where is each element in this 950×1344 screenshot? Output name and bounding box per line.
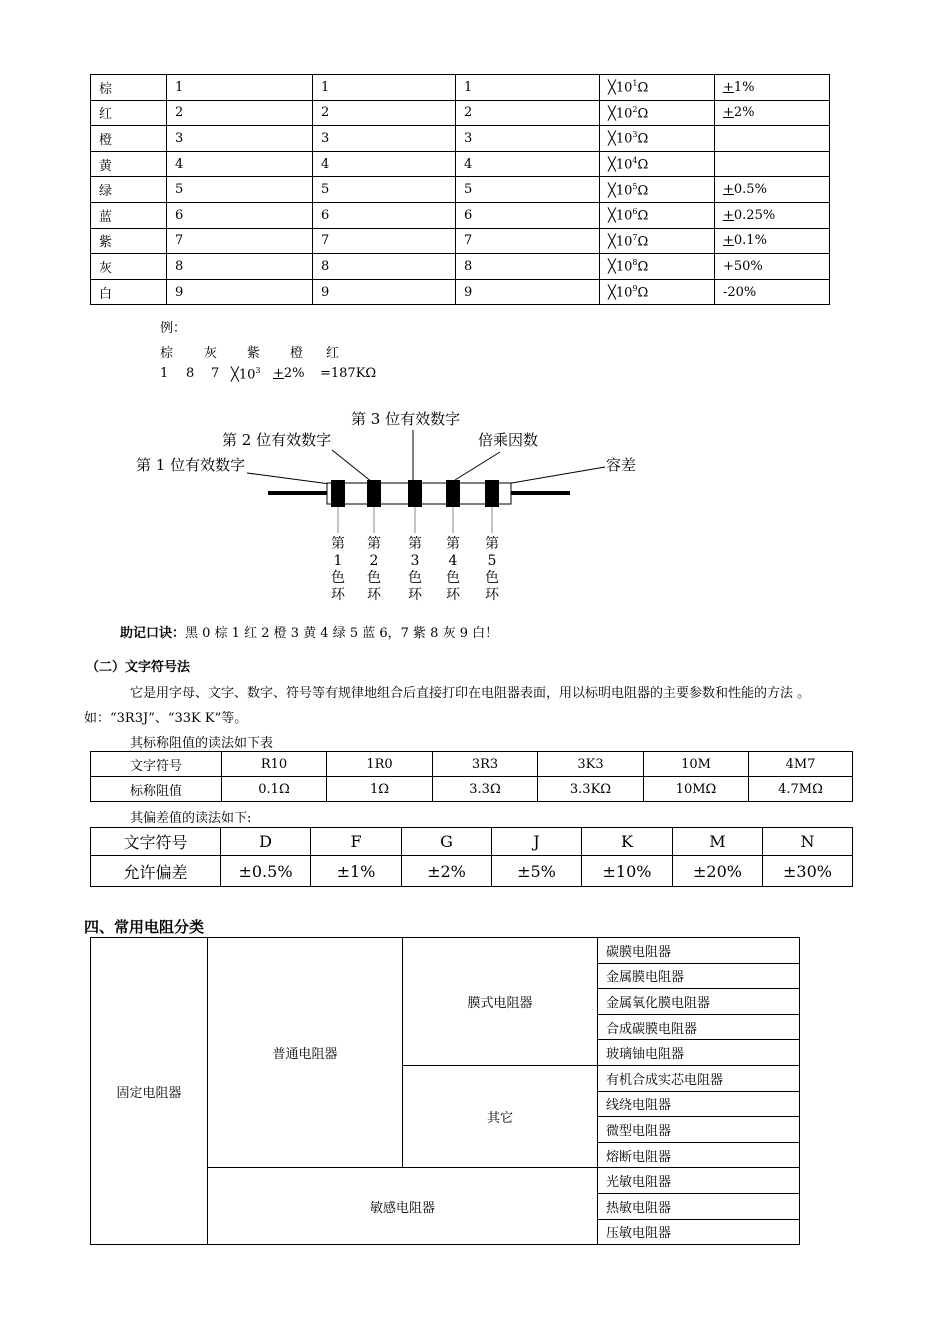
film-resistor-cell: 膜式电阻器: [403, 938, 598, 1066]
cell: R10: [222, 752, 327, 777]
ring-label-char: 环: [485, 587, 499, 603]
multiplier-cell: $╳10^2\Omega$: [600, 100, 715, 126]
color-band-3: [408, 480, 422, 507]
color-name-cell: 白: [91, 279, 167, 305]
tolerance-cell: +0.5%: [715, 177, 830, 203]
ring-label-char: 环: [446, 587, 460, 603]
resistor-classification-table: [90, 937, 800, 1245]
example-label: 例：: [160, 321, 187, 336]
nominal-row-value: [91, 777, 853, 802]
row-label: 文字符号: [91, 828, 221, 856]
color-band-4: [446, 480, 460, 507]
digit3-cell: 4: [456, 151, 600, 177]
cell: N: [763, 828, 853, 856]
cell: 0.1Ω: [222, 777, 327, 802]
cell: M: [673, 828, 763, 856]
color-name-cell: 紫: [91, 228, 167, 254]
color-name-cell: 黄: [91, 151, 167, 177]
cell: 3K3: [538, 752, 644, 777]
multiplier-cell: $╳10^5\Omega$: [600, 177, 715, 203]
tolerance-cell: +0.1%: [715, 228, 830, 254]
ring-label-char: 4: [448, 553, 458, 569]
ring-label-2: [366, 536, 382, 604]
digit3-cell: 5: [456, 177, 600, 203]
other-item: 线绕电阻器: [598, 1091, 800, 1117]
ring-label-char: 环: [408, 587, 422, 603]
label-digit2: 第 2 位有效数字: [222, 431, 332, 449]
leader-line: [455, 452, 500, 480]
color-band-1: [331, 480, 345, 507]
color-name-cell: 橙: [91, 126, 167, 152]
example-result: =187KΩ: [320, 366, 377, 381]
cell: ±20%: [673, 856, 763, 887]
digit3-cell: 8: [456, 254, 600, 280]
mnemonic-label: 助记口诀：: [120, 626, 186, 641]
leader-line: [332, 450, 372, 482]
color-name-cell: 红: [91, 100, 167, 126]
multiplier-cell: $╳10^7\Omega$: [600, 228, 715, 254]
ring-label-3: [407, 536, 423, 604]
ring-label-char: 2: [369, 553, 379, 569]
sensitive-resistor-cell: 敏感电阻器: [208, 1168, 598, 1245]
film-item: 合成碳膜电阻器: [598, 1014, 800, 1040]
multiplier-cell: $╳10^1\Omega$: [600, 75, 715, 101]
cell: 1R0: [327, 752, 433, 777]
digit2-cell: 8: [313, 254, 456, 280]
color-name-cell: 灰: [91, 254, 167, 280]
ring-label-char: 环: [331, 587, 345, 603]
color-band-2: [367, 480, 381, 507]
cell: ±2%: [402, 856, 492, 887]
digit3-cell: 9: [456, 279, 600, 305]
other-resistor-cell: 其它: [403, 1065, 598, 1167]
tolerance-cell: +0.25%: [715, 202, 830, 228]
digit3-cell: 2: [456, 100, 600, 126]
resistor-diagram: [0, 0, 950, 620]
digit2-cell: 4: [313, 151, 456, 177]
cell: 3.3KΩ: [538, 777, 644, 802]
multiplier-cell: $╳10^4\Omega$: [600, 151, 715, 177]
nominal-value-table: [90, 751, 853, 802]
ring-label-char: 第: [408, 536, 422, 552]
cell: ±0.5%: [221, 856, 311, 887]
digit1-cell: 3: [167, 126, 313, 152]
film-item: 金属氧化膜电阻器: [598, 989, 800, 1015]
mnemonic: [120, 622, 498, 641]
film-item: 金属膜电阻器: [598, 963, 800, 989]
cell: 3R3: [433, 752, 538, 777]
tolerance-cell: -20%: [715, 279, 830, 305]
example-color: 灰: [204, 346, 218, 361]
film-item: 碳膜电阻器: [598, 938, 800, 964]
color-name-cell: 棕: [91, 75, 167, 101]
tolerance-cell: +1%: [715, 75, 830, 101]
label-multiplier: 倍乘因数: [478, 431, 539, 449]
ring-label-4: [445, 536, 461, 604]
row-label: 文字符号: [91, 752, 222, 777]
cell: 4M7: [749, 752, 853, 777]
cell: D: [221, 828, 311, 856]
label-digit1: 第 1 位有效数字: [136, 456, 246, 474]
digit1-cell: 4: [167, 151, 313, 177]
sensitive-item: 压敏电阻器: [598, 1219, 800, 1245]
ring-label-char: 色: [408, 570, 422, 586]
tolerance-table: [90, 827, 853, 887]
digit1-cell: 7: [167, 228, 313, 254]
nominal-intro: 其标称阻值的读法如下表: [130, 736, 274, 751]
label-tolerance: 容差: [606, 456, 637, 474]
other-item: 有机合成实芯电阻器: [598, 1065, 800, 1091]
ring-label-char: 环: [367, 587, 381, 603]
tolerance-cell: +50%: [715, 254, 830, 280]
digit1-cell: 2: [167, 100, 313, 126]
example-digit: 7: [211, 366, 220, 381]
tolerance-cell: +2%: [715, 100, 830, 126]
section2-heading: （二）文字符号法: [86, 660, 191, 675]
digit2-cell: 3: [313, 126, 456, 152]
example-tolerance: +2%: [273, 366, 305, 381]
section2-para1: 它是用字母、文字、数字、符号等有规律地组合后直接打印在电阻器表面，用以标明电阻器的主要参数和性能的方法 。: [130, 686, 811, 701]
film-item: 玻璃铀电阻器: [598, 1040, 800, 1066]
ring-label-char: 3: [410, 553, 420, 569]
multiplier-cell: $╳10^9\Omega$: [600, 279, 715, 305]
color-band-5: [485, 480, 499, 507]
digit3-cell: 1: [456, 75, 600, 101]
ring-label-5: [484, 536, 500, 604]
example-digit: 8: [186, 366, 195, 381]
ring-label-char: 5: [487, 553, 497, 569]
mnemonic-text: 黑 0 棕 1 红 2 橙 3 黄 4 绿 5 蓝 6，7 紫 8 灰 9 白！: [185, 626, 499, 641]
cell: ±1%: [311, 856, 402, 887]
color-name-cell: 绿: [91, 177, 167, 203]
digit1-cell: 5: [167, 177, 313, 203]
digit3-cell: 3: [456, 126, 600, 152]
digit2-cell: 1: [313, 75, 456, 101]
digit1-cell: 8: [167, 254, 313, 280]
example-color: 红: [326, 346, 340, 361]
ring-label-char: 1: [333, 553, 343, 569]
ring-label-char: 第: [446, 536, 460, 552]
sensitive-item: 热敏电阻器: [598, 1193, 800, 1219]
cell: 1Ω: [327, 777, 433, 802]
section2-para2: 如：“3R3J”、“33K K”等。: [84, 711, 248, 726]
ring-label-char: 色: [367, 570, 381, 586]
digit2-cell: 9: [313, 279, 456, 305]
ring-label-1: [330, 536, 346, 604]
cell: ±5%: [492, 856, 582, 887]
ring-label-char: 色: [331, 570, 345, 586]
ring-label-char: 色: [485, 570, 499, 586]
cell: ±30%: [763, 856, 853, 887]
digit1-cell: 6: [167, 202, 313, 228]
example-digit: 1: [160, 366, 169, 381]
cell: 10MΩ: [644, 777, 749, 802]
tolerance-row-value: [91, 856, 853, 887]
row-label: 允许偏差: [91, 856, 221, 887]
example-color: 紫: [247, 346, 261, 361]
digit3-cell: 7: [456, 228, 600, 254]
ring-label-char: 第: [331, 536, 345, 552]
cell: J: [492, 828, 582, 856]
color-name-cell: 蓝: [91, 202, 167, 228]
sensitive-item: 光敏电阻器: [598, 1168, 800, 1194]
cell: G: [402, 828, 492, 856]
label-digit3: 第 3 位有效数字: [351, 410, 461, 428]
cell: 4.7MΩ: [749, 777, 853, 802]
fixed-resistor-cell: 固定电阻器: [91, 938, 208, 1245]
digit2-cell: 2: [313, 100, 456, 126]
multiplier-cell: $╳10^3\Omega$: [600, 126, 715, 152]
leader-line: [247, 473, 330, 484]
other-item: 熔断电阻器: [598, 1142, 800, 1168]
digit2-cell: 7: [313, 228, 456, 254]
digit1-cell: 9: [167, 279, 313, 305]
leader-line: [506, 467, 605, 484]
tolerance-intro: 其偏差值的读法如下:: [130, 811, 252, 826]
cell: 3.3Ω: [433, 777, 538, 802]
section4-heading: 四、常用电阻分类: [84, 918, 205, 936]
cell: F: [311, 828, 402, 856]
digit3-cell: 6: [456, 202, 600, 228]
ring-label-char: 第: [367, 536, 381, 552]
nominal-row-symbol: [91, 752, 853, 777]
ordinary-resistor-cell: 普通电阻器: [208, 938, 403, 1168]
example-color: 棕: [160, 346, 174, 361]
row-label: 标称阻值: [91, 777, 222, 802]
tolerance-row-symbol: [91, 828, 853, 856]
cell: K: [582, 828, 673, 856]
example-multiplier: $╳10^3$: [231, 366, 261, 383]
cell: ±10%: [582, 856, 673, 887]
example-color: 橙: [290, 346, 304, 361]
multiplier-cell: $╳10^6\Omega$: [600, 202, 715, 228]
digit1-cell: 1: [167, 75, 313, 101]
ring-label-char: 色: [446, 570, 460, 586]
multiplier-cell: $╳10^8\Omega$: [600, 254, 715, 280]
cell: 10M: [644, 752, 749, 777]
digit2-cell: 5: [313, 177, 456, 203]
digit2-cell: 6: [313, 202, 456, 228]
ring-label-char: 第: [485, 536, 499, 552]
other-item: 微型电阻器: [598, 1117, 800, 1143]
